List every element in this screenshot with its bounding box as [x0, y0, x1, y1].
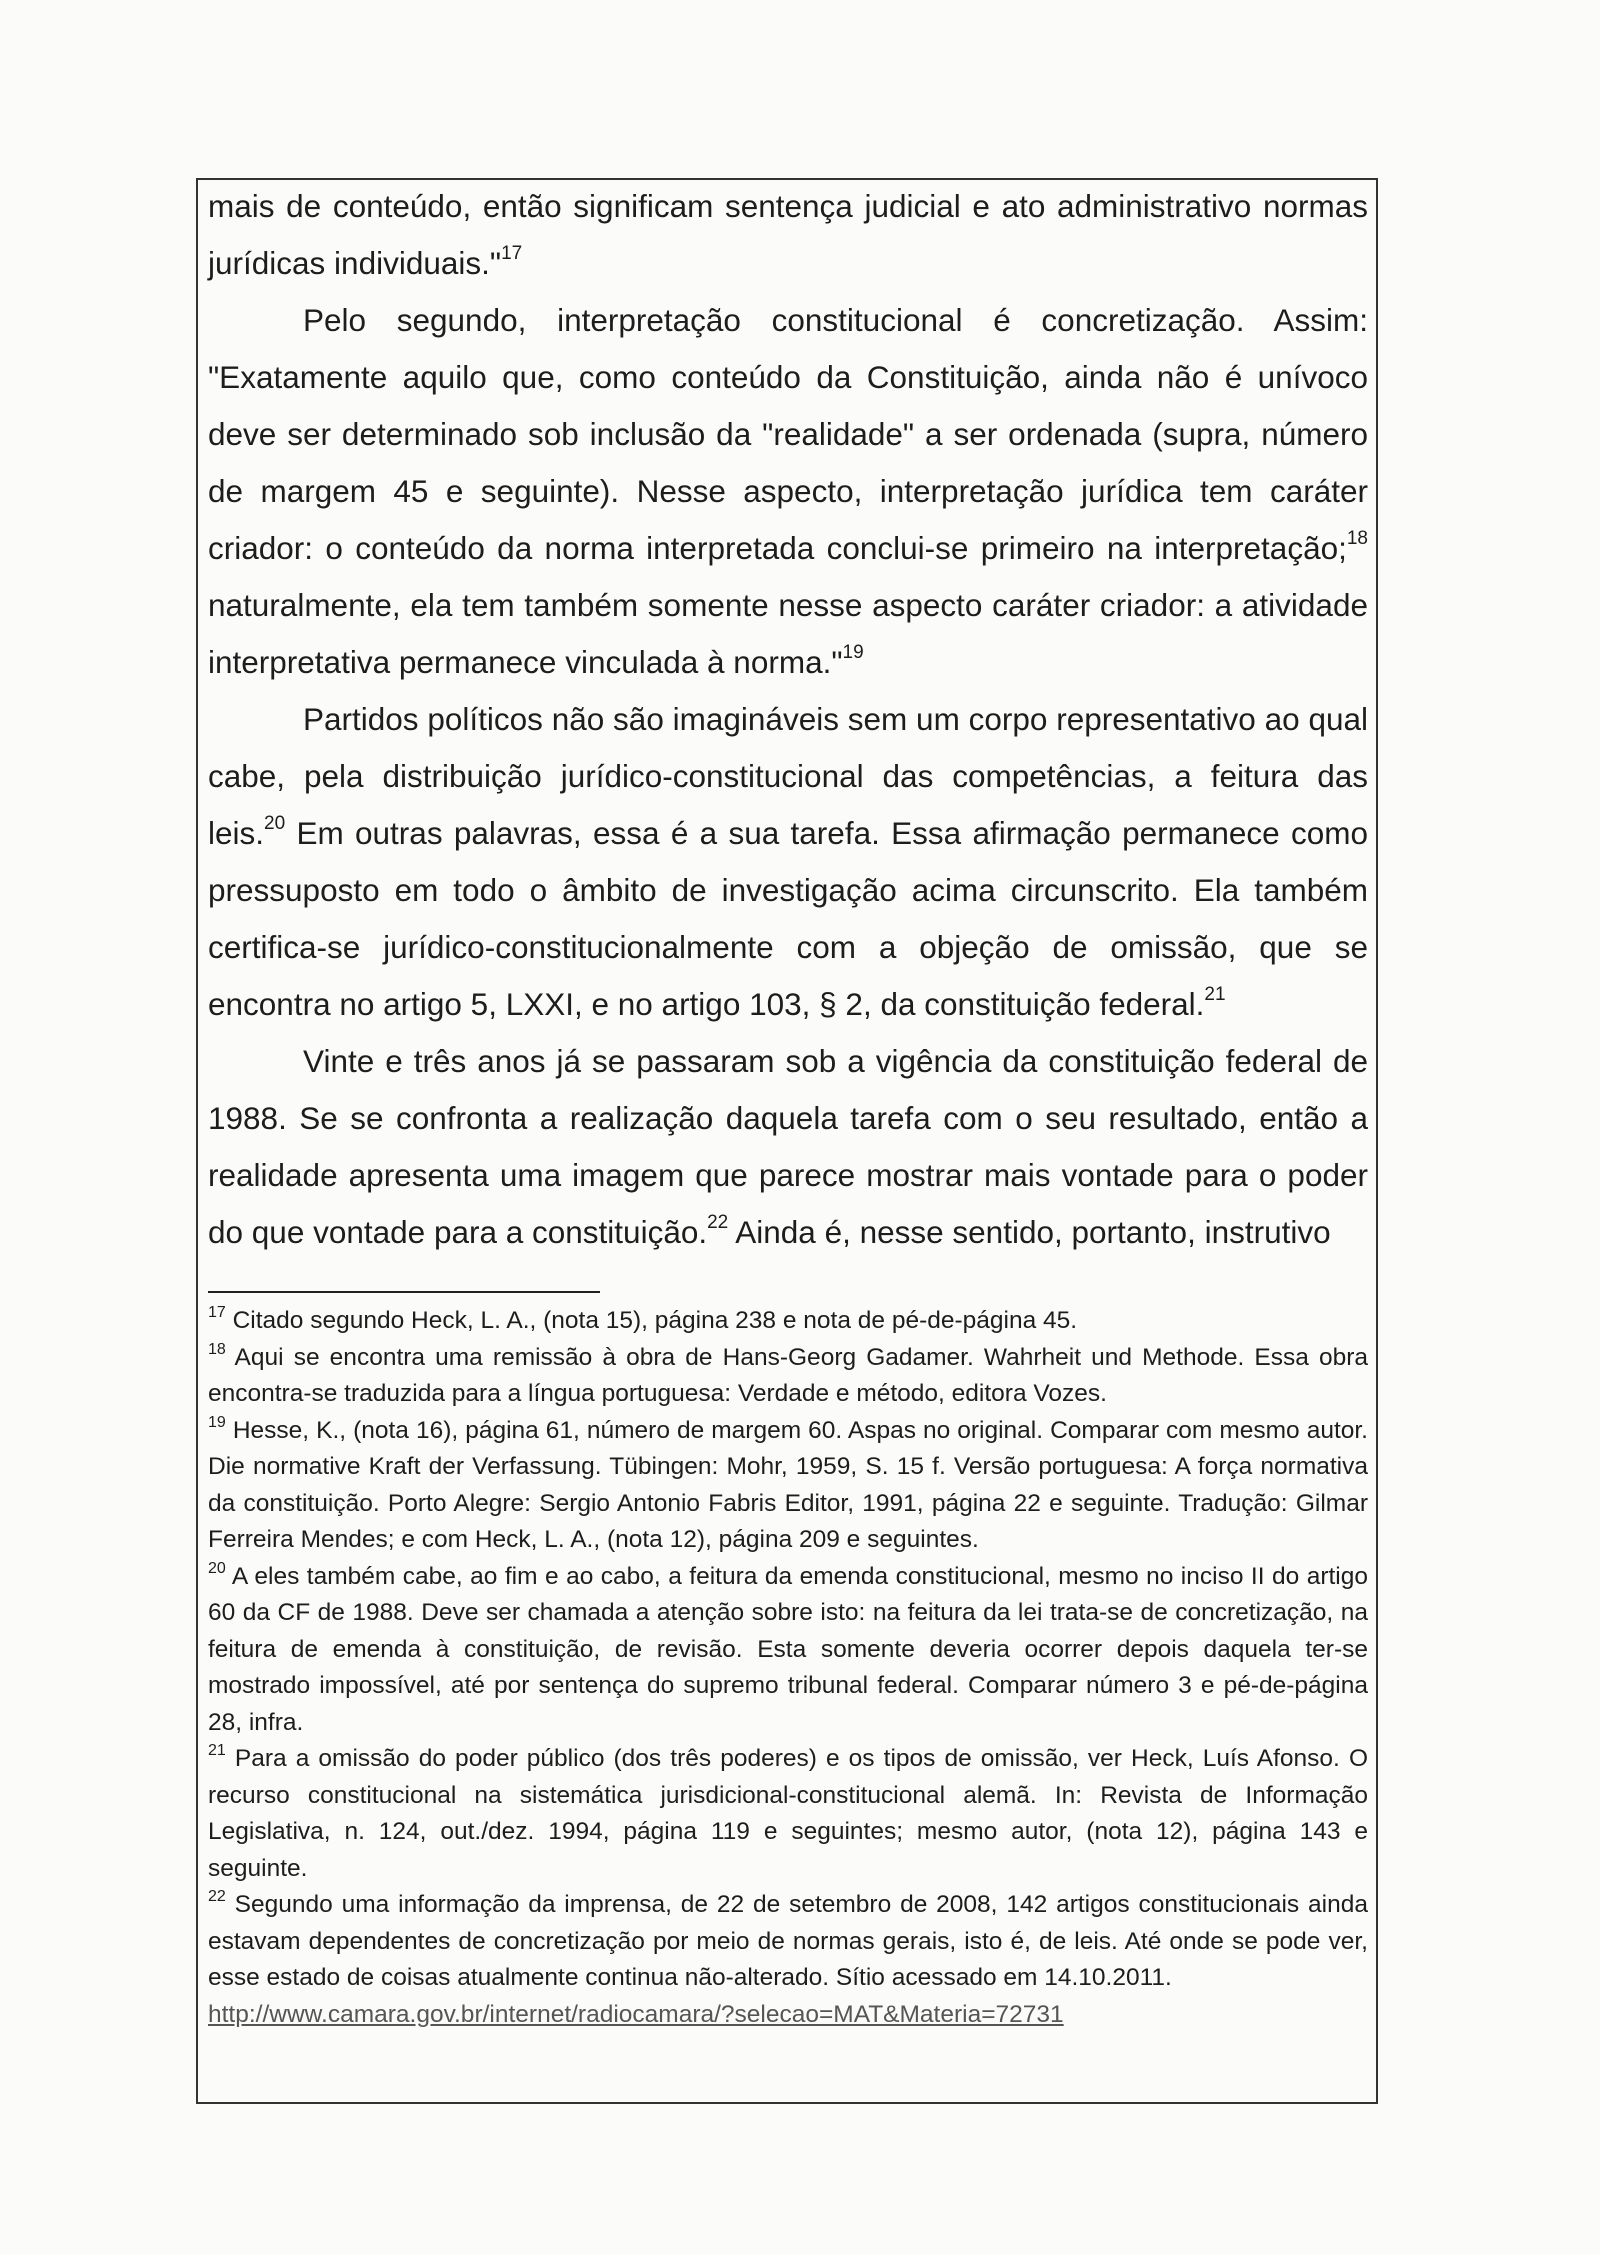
- footnote-separator: [208, 1291, 600, 1293]
- paragraph-3-text-b: Em outras palavras, essa é a sua tarefa. Essa afirmação permanece como pressuposto em todo o âmbito de investigação acima circunscrito. Ela também certifica-se jurídico-constitucionalmente com a objeção de omissão, que se encontra no artigo 5, LXXI, e no artigo 103, § 2, da constituição federal.: [208, 815, 1368, 1022]
- paragraph-2-text-b: naturalmente, ela tem também somente nesse aspecto caráter criador: a atividade interpretativa permanece vinculada à norma.": [208, 587, 1368, 680]
- footnote-number: 19: [208, 1413, 226, 1431]
- paragraph-4-text-a: Vinte e três anos já se passaram sob a vigência da constituição federal de 1988. Se se confronta a realização daquela tarefa com o seu resultado, então a realidade apresenta uma imagem que parece mostrar mais vontade para o poder do que vontade para a constituição.: [208, 1043, 1368, 1250]
- paragraph-2: [208, 292, 1368, 691]
- paragraph-2-text-a: Pelo segundo, interpretação constitucional é concretização. Assim: "Exatamente aquilo que, como conteúdo da Constituição, ainda não é unívoco deve ser determinado sob inclusão da "realidade" a ser ordenada (supra, número de margem 45 e seguinte). Nesse aspecto, interpretação jurídica tem caráter criador: o conteúdo da norma interpretada conclui-se primeiro na interpretação;: [208, 302, 1368, 566]
- paragraph-4: [208, 1033, 1368, 1261]
- footnote-text: Hesse, K., (nota 16), página 61, número de margem 60. Aspas no original. Comparar com mesmo autor. Die normative Kraft der Verfassung. Tübingen: Mohr, 1959, S. 15 f. Versão portuguesa: A força normativa da constituição. Porto Alegre: Sergio Antonio Fabris Editor, 1991, página 22 e seguinte. Tradução: Gilmar Ferreira Mendes; e com Heck, L. A., (nota 12), página 209 e seguintes.: [208, 1416, 1368, 1553]
- footnote-ref-22: 22: [707, 1212, 729, 1233]
- footnote-text: Aqui se encontra uma remissão à obra de Hans-Georg Gadamer. Wahrheit und Methode. Essa obra encontra-se traduzida para a língua portuguesa: Verdade e método, editora Vozes.: [208, 1343, 1368, 1407]
- footnote-22: [208, 1887, 1368, 1997]
- footnote-number: 17: [208, 1304, 226, 1321]
- footnote-number: 21: [208, 1742, 226, 1759]
- paragraph-4-text-b: Ainda é, nesse sentido, portanto, instrutivo: [728, 1214, 1331, 1250]
- footnote-18: [208, 1340, 1368, 1413]
- source-url-link[interactable]: http://www.camara.gov.br/internet/radiocamara/?selecao=MAT&Materia=72731: [208, 2000, 1064, 2028]
- paragraph-3-text-a: Partidos políticos não são imagináveis sem um corpo representativo ao qual cabe, pela distribuição jurídico-constitucional das competências, a feitura das leis.: [208, 701, 1368, 851]
- footnote-number: 18: [208, 1340, 226, 1358]
- footnotes: [208, 1303, 1368, 2033]
- footnote-19: [208, 1413, 1368, 1559]
- footnote-text: Citado segundo Heck, L. A., (nota 15), página 238 e nota de pé-de-página 45.: [225, 1307, 1078, 1334]
- paragraph-1-text: mais de conteúdo, então significam sentença judicial e ato administrativo normas jurídicas individuais.": [208, 188, 1368, 281]
- footnote-text: A eles também cabe, ao fim e ao cabo, a feitura da emenda constitucional, mesmo no inciso II do artigo 60 da CF de 1988. Deve ser chamada a atenção sobre isto: na feitura da lei trata-se de concretização, na feitura de emenda à constituição, de revisão. Esta somente deveria ocorrer depois daquela ter-se mostrado impossível, até por sentença do supremo tribunal federal. Comparar número 3 e pé-de-página 28, infra.: [208, 1562, 1368, 1736]
- footnote-text: Para a omissão do poder público (dos três poderes) e os tipos de omissão, ver Heck, Luís Afonso. O recurso constitucional na sistemática jurisdicional-constitucional alemã. In: Revista de Informação Legislativa, n. 124, out./dez. 1994, página 119 e seguintes; mesmo autor, (nota 12), página 143 e seguinte.: [208, 1745, 1368, 1882]
- footnote-url-line: [208, 1997, 1368, 2034]
- footnote-number: 22: [208, 1888, 226, 1905]
- paragraph-1: [208, 178, 1368, 292]
- footnote-text: Segundo uma informação da imprensa, de 22 de setembro de 2008, 142 artigos constitucionais ainda estavam dependentes de concretização por meio de normas gerais, isto é, de leis. Até onde se pode ver, esse estado de coisas atualmente continua não-alterado. Sítio acessado em 14.10.2011.: [208, 1891, 1368, 1991]
- footnote-ref-18: 18: [1346, 528, 1368, 549]
- paragraph-3: [208, 691, 1368, 1033]
- footnote-ref-21: 21: [1204, 984, 1226, 1005]
- footnote-17: [208, 1303, 1368, 1340]
- footnote-number: 20: [208, 1559, 226, 1577]
- main-text: [208, 178, 1368, 1261]
- footnote-ref-17: 17: [501, 243, 523, 264]
- footnote-ref-19: 19: [842, 642, 864, 663]
- footnote-21: [208, 1741, 1368, 1887]
- footnote-ref-20: 20: [264, 813, 286, 834]
- footnote-20: [208, 1559, 1368, 1742]
